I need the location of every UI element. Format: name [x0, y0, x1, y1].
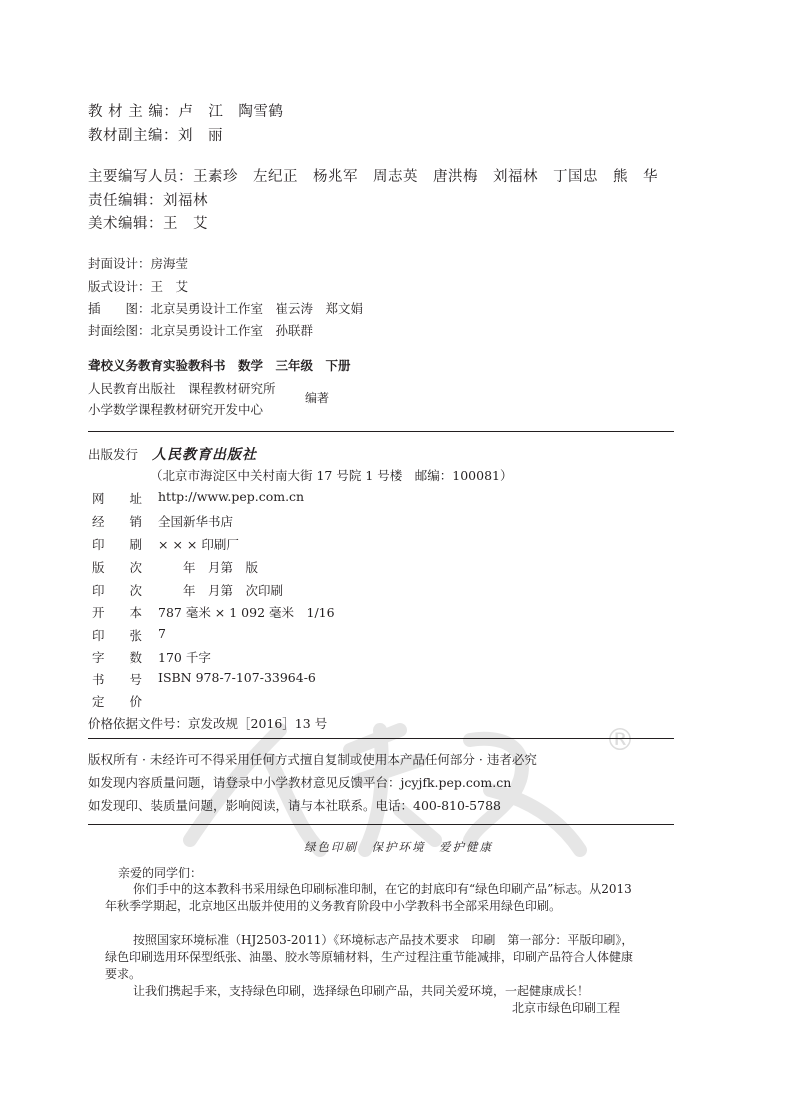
green-greeting: 亲爱的同学们：	[118, 866, 203, 880]
green-paragraph-3: 让我们携起手来，支持绿色印刷，选择绿色印刷产品，共同关爱环境，一起健康成长！	[133, 984, 590, 998]
cover-art-line	[88, 321, 313, 339]
illustration-value: 北京吴勇设计工作室 崔云涛 郑文娟	[150, 301, 364, 316]
detail-label: 字 数	[92, 650, 143, 665]
deputy-editor-line	[88, 124, 223, 145]
detail-label: 印 张	[92, 628, 143, 643]
publish-line	[88, 444, 257, 464]
cover-design-value: 房海莹	[150, 256, 189, 271]
price-basis: 价格依据文件号：京发改规［2016］13 号	[88, 716, 328, 731]
book-title-prefix: 聋校	[88, 358, 114, 373]
detail-label: 开 本	[92, 605, 143, 620]
main-writers-label: 主要编写人员：	[88, 169, 193, 185]
deputy-editor-label: 教材副主编：	[88, 128, 178, 144]
cover-art-value: 北京吴勇设计工作室 孙联群	[150, 323, 314, 338]
detail-label: 网 址	[92, 491, 143, 506]
illustration-label: 插 图：	[88, 301, 151, 316]
author-role: 编著	[305, 391, 330, 405]
detail-value: ISBN 978-7-107-33964-6	[158, 670, 316, 685]
art-editor-label: 美术编辑：	[88, 216, 163, 232]
illustration-line	[88, 299, 363, 317]
detail-label: 定 价	[92, 694, 143, 709]
detail-label: 印 次	[92, 583, 143, 598]
detail-value: 7	[158, 626, 166, 641]
copyright-notice: 版权所有 · 未经许可不得采用任何方式擅自复制或使用本产品任何部分 · 违者必究	[88, 752, 537, 767]
divider-top	[88, 431, 674, 432]
main-writers-value: 王素珍 左纪正 杨兆军 周志英 唐洪梅 刘福林 丁国忠 熊 华	[193, 169, 658, 185]
chief-editor-label: 教 材 主 编：	[88, 104, 179, 120]
divider-bottom	[88, 824, 674, 825]
chief-editor-line	[88, 100, 283, 121]
chief-editor-value: 卢 江 陶雪鹤	[178, 104, 284, 120]
registered-mark: ®	[605, 723, 635, 758]
author-org-1: 人民教育出版社 课程教材研究所	[88, 381, 276, 396]
publisher-logotype: 人民教育出版社	[152, 447, 257, 463]
detail-label: 印 刷	[92, 537, 143, 552]
green-paragraph-1: 你们手中的这本教科书采用绿色印刷标准印制，在它的封底印有“绿色印刷产品”标志。从2013年秋季学期起，北京地区出版并使用的义务教育阶段中小学教科书全部采用绿色印刷。	[105, 882, 632, 913]
detail-value: × × × 印刷厂	[158, 537, 239, 552]
cover-art-label: 封面绘图：	[88, 323, 151, 338]
responsible-editor-label: 责任编辑：	[88, 193, 163, 209]
art-editor-value: 王 艾	[163, 216, 208, 232]
art-editor-line	[88, 212, 208, 233]
detail-value: 年 月第 版	[158, 560, 259, 575]
defect-notice: 如发现印、装质量问题，影响阅读，请与本社联系。电话：400-810-5788	[88, 798, 501, 813]
deputy-editor-value: 刘 丽	[178, 128, 223, 144]
main-writers-line	[88, 165, 658, 186]
responsible-editor-value: 刘福林	[163, 193, 208, 209]
responsible-editor-line	[88, 189, 208, 210]
cover-design-label: 封面设计：	[88, 256, 151, 271]
cover-design-line	[88, 254, 188, 272]
green-signature: 北京市绿色印刷工程	[512, 1001, 621, 1015]
divider-middle	[88, 738, 674, 739]
detail-value: 170 千字	[158, 650, 211, 665]
layout-design-value: 王 艾	[150, 279, 189, 294]
detail-value: 年 月第 次印刷	[158, 583, 284, 598]
detail-label: 经 销	[92, 514, 143, 529]
detail-label: 书 号	[92, 672, 143, 687]
layout-design-label: 版式设计：	[88, 279, 151, 294]
detail-value: 787 毫米 × 1 092 毫米 1/16	[158, 605, 335, 620]
publisher-address: （北京市海淀区中关村南大街 17 号院 1 号楼 邮编：100081）	[150, 468, 513, 483]
detail-label: 版 次	[92, 560, 143, 575]
quality-notice: 如发现内容质量问题，请登录中小学教材意见反馈平台：jcyjfk.pep.com.cn	[88, 775, 512, 790]
detail-value: http://www.pep.com.cn	[158, 489, 305, 504]
book-title	[88, 356, 351, 374]
author-org-2: 小学数学课程教材研究开发中心	[88, 402, 264, 417]
book-title-text: 义务教育实验教科书 数学 三年级 下册	[113, 358, 351, 373]
publish-label: 出版发行	[88, 447, 139, 462]
layout-design-line	[88, 277, 188, 295]
green-printing-slogan: 绿色印刷 保护环境 爱护健康	[304, 840, 493, 854]
green-paragraph-2: 按照国家环境标准（HJ2503-2011）《环境标志产品技术要求 印刷 第一部分：平版印刷》，绿色印刷选用环保型纸张、油墨、胶水等原辅材料，生产过程注重节能减排，印刷产品符合人体健康要求。	[105, 933, 634, 981]
detail-value: 全国新华书店	[158, 514, 234, 529]
